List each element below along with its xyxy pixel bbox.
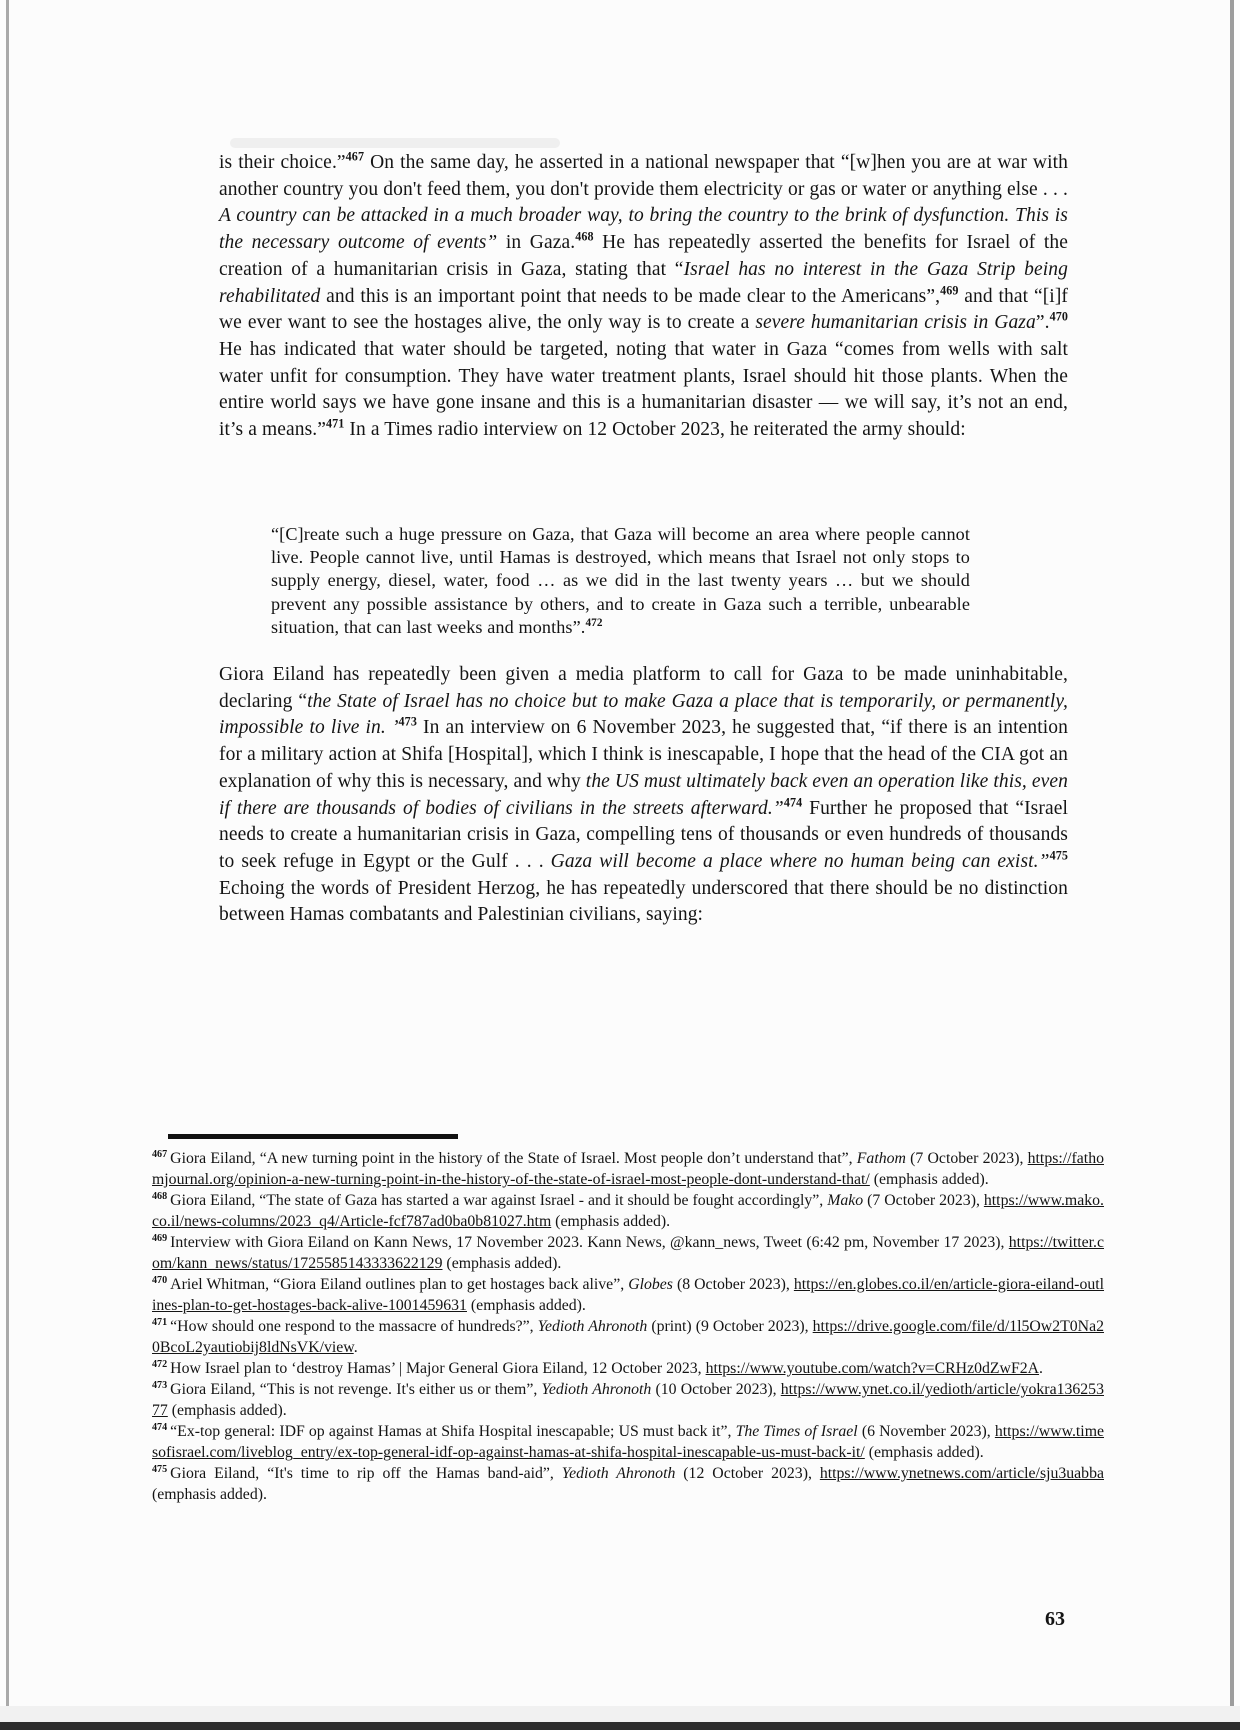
- text-run: He has indicated that water should be targeted, noting that water in Gaza “comes from wells with salt water unfit for consumption. They have water treatment plants, Israel should hit those plants. When the entire world says we have gone insane and this is a humanitarian disaster — we will say, it’s not an end, it’s a means.”: [219, 338, 1068, 441]
- footnote-473: [152, 1379, 1104, 1421]
- footnote-ref: 468: [575, 229, 594, 244]
- text-run: (7 October 2023),: [905, 1150, 1028, 1167]
- text-run: He has repeatedly asserted the benefits for Israel of the creation of a humanitarian crisis in Gaza, stating that “: [219, 232, 1068, 280]
- footnote-469: [152, 1232, 1104, 1274]
- footnote-number: 470: [152, 1274, 168, 1286]
- text-run: (emphasis added).: [551, 1213, 671, 1230]
- footnotes-section: [152, 1148, 1104, 1505]
- text-run: “[C]reate such a huge pressure on Gaza, that Gaza will become an area where people cannot live. People cannot live, until Hamas is destroyed, which means that Israel not only stops to supply energy, diesel, water, food … as we did in the last twenty years … but we should prevent any possible assistance by others, and to create in Gaza such a terrible, unbearable situation, that can last weeks and months”.: [271, 524, 970, 637]
- footnote-link[interactable]: https://en.globes.co.il/en/article-giora-eiland-outlines-plan-to-get-hostages-back-alive-1001459631: [152, 1276, 1105, 1314]
- text-run: (emphasis added).: [466, 1297, 586, 1314]
- text-run: The Times of Israel: [735, 1423, 858, 1440]
- footnote-link[interactable]: https://twitter.com/kann_news/status/1725585143333622129: [152, 1234, 1104, 1272]
- text-run: Mako: [827, 1192, 864, 1209]
- text-run: .: [1039, 1360, 1043, 1377]
- body-paragraph-1: [219, 150, 1068, 444]
- footnote-link[interactable]: https://www.mako.co.il/news-columns/2023_q4/Article-fcf787ad0ba0b81027.htm: [152, 1192, 1104, 1230]
- text-run: and this is an important point that needs to be made clear to the Americans”,: [320, 285, 941, 307]
- text-run: the State of Israel has no choice but to make Gaza a place that is temporarily, or permanently, impossible to live in. ’: [219, 690, 1068, 739]
- text-run: (8 October 2023),: [672, 1276, 794, 1293]
- text-run: (6 November 2023),: [857, 1423, 995, 1440]
- text-run: (7 October 2023),: [863, 1192, 984, 1209]
- text-run: Giora Eiland, “This is not revenge. It's either us or them”,: [170, 1381, 542, 1398]
- text-run: Interview with Giora Eiland on Kann News, 17 November 2023. Kann News, @kann_news, Tweet (6:42 pm, November 17 2023),: [170, 1234, 1009, 1251]
- text-run: .: [353, 1339, 358, 1356]
- footnote-ref: 473: [398, 714, 417, 729]
- footnote-link[interactable]: https://www.timesofisrael.com/liveblog_entry/ex-top-general-idf-op-against-hamas-at-shifa-hospital-inescapable-us-must-back-it/: [152, 1423, 1104, 1461]
- footnote-ref: 467: [345, 149, 365, 164]
- text-run: Yedioth Ahronoth: [537, 1318, 648, 1335]
- footnote-link[interactable]: https://www.ynet.co.il/yedioth/article/yokra13625377: [152, 1381, 1104, 1419]
- footnote-link[interactable]: https://fathomjournal.org/opinion-a-new-turning-point-in-the-history-of-the-state-of-israel-most-people-dont-understand-that/: [152, 1150, 1104, 1188]
- footnote-ref: 470: [1049, 309, 1068, 324]
- text-run: Gaza will become a place where no human being can exist.”: [550, 850, 1050, 872]
- text-run: A country can be attacked in a much broader way, to bring the country to the brink of dysfunction. This is the necessary outcome of events”: [219, 205, 1068, 254]
- text-run: “How should one respond to the massacre of hundreds?”,: [170, 1318, 538, 1335]
- text-run: Fathom: [856, 1150, 906, 1167]
- text-run: In a Times radio interview on 12 October 2023, he reiterated the army should:: [344, 419, 966, 441]
- text-run: Ariel Whitman, “Giora Eiland outlines plan to get hostages back alive”,: [170, 1276, 629, 1293]
- block-quote: [271, 523, 970, 639]
- text-run: In an interview on 6 November 2023, he suggested that, “if there is an intention for a military action at Shifa [Hospital], which I think is inescapable, I hope that the head of the CIA got an explanation of why this is necessary, and why: [219, 717, 1068, 792]
- text-run: (12 October 2023),: [675, 1465, 820, 1482]
- footnote-ref: 475: [1049, 848, 1068, 863]
- text-run: (print) (9 October 2023),: [647, 1318, 813, 1335]
- text-run: Israel has no interest in the Gaza Strip being rehabilitated: [219, 258, 1068, 307]
- text-run: On the same day, he asserted in a national newspaper that “[w]hen you are at war with another country you don't feed them, you don't provide them electricity or gas or water or anything else . . .: [219, 152, 1068, 200]
- text-run: (emphasis added).: [152, 1486, 267, 1503]
- footnote-472: [152, 1358, 1104, 1379]
- footnote-ref: 474: [783, 795, 803, 810]
- footnote-number: 473: [152, 1379, 168, 1391]
- footnote-separator: [168, 1134, 458, 1139]
- text-run: Globes: [628, 1276, 673, 1293]
- bottom-shade: [0, 1706, 1240, 1722]
- footnote-474: [152, 1421, 1104, 1463]
- footnote-ref: 472: [585, 616, 603, 629]
- footnote-ref: 469: [940, 283, 959, 298]
- footnote-link[interactable]: https://www.youtube.com/watch?v=CRHz0dZwF2A: [705, 1360, 1040, 1377]
- text-run: (emphasis added).: [167, 1402, 287, 1419]
- bottom-bar: [0, 1722, 1240, 1730]
- text-run: Echoing the words of President Herzog, he has repeatedly underscored that there should be no distinction between Hamas combatants and Palestinian civilians, saying:: [219, 877, 1068, 926]
- text-run: (10 October 2023),: [651, 1381, 781, 1398]
- footnote-467: [152, 1148, 1104, 1190]
- text-run: Giora Eiland, “A new turning point in the history of the State of Israel. Most people don’t understand that”,: [170, 1150, 857, 1167]
- text-run: ”.: [1035, 312, 1050, 334]
- footnote-number: 475: [152, 1463, 168, 1475]
- text-run: Giora Eiland, “It's time to rip off the Hamas band-aid”,: [170, 1465, 562, 1482]
- text-run: (emphasis added).: [869, 1171, 989, 1188]
- footnote-link[interactable]: https://www.ynetnews.com/article/sju3uabba: [819, 1465, 1104, 1482]
- footnote-number: 471: [152, 1316, 168, 1328]
- text-run: Yedioth Ahronoth: [561, 1465, 676, 1482]
- footnote-link[interactable]: https://drive.google.com/file/d/1l5Ow2T0Na20BcoL2yautiobij8ldNsVK/view: [152, 1318, 1104, 1356]
- body-paragraph-2: [219, 662, 1068, 929]
- text-run: (emphasis added).: [442, 1255, 562, 1272]
- text-run: and that “[i]f we ever want to see the hostages alive, the only way is to create a: [219, 285, 1069, 334]
- footnote-471: [152, 1316, 1104, 1358]
- footnote-ref: 471: [326, 416, 345, 431]
- text-run: is their choice.”: [219, 152, 346, 173]
- text-run: Yedioth Ahronoth: [541, 1381, 652, 1398]
- text-run: “Ex-top general: IDF op against Hamas at Shifa Hospital inescapable; US must back it”,: [170, 1423, 736, 1440]
- footnote-number: 472: [152, 1358, 168, 1370]
- footnote-475: [152, 1463, 1104, 1505]
- page-right-edge: [1230, 0, 1234, 1730]
- text-run: in Gaza.: [497, 232, 576, 254]
- page-number: 63: [1045, 1608, 1065, 1630]
- text-run: the US must ultimately back even an operation like this, even if there are thousands of bodies of civilians in the streets afterward.”: [219, 770, 1068, 819]
- text-run: severe humanitarian crisis in Gaza: [755, 312, 1036, 334]
- footnote-468: [152, 1190, 1104, 1232]
- footnote-number: 468: [152, 1190, 168, 1202]
- text-run: How Israel plan to ‘destroy Hamas’ | Major General Giora Eiland, 12 October 2023,: [170, 1360, 706, 1377]
- page-left-edge: [6, 0, 9, 1730]
- text-run: Giora Eiland has repeatedly been given a media platform to call for Gaza to be made uninhabitable, declaring “: [219, 664, 1068, 712]
- text-run: Giora Eiland, “The state of Gaza has started a war against Israel - and it should be fought accordingly”,: [170, 1192, 828, 1209]
- text-run: (emphasis added).: [864, 1444, 984, 1461]
- footnote-number: 469: [152, 1232, 168, 1244]
- footnote-number: 467: [152, 1148, 168, 1160]
- footnote-470: [152, 1274, 1104, 1316]
- scan-artifact: [230, 138, 560, 148]
- footnote-number: 474: [152, 1421, 168, 1433]
- text-run: Further he proposed that “Israel needs to create a humanitarian crisis in Gaza, compelling tens of thousands or even hundreds of thousands to seek refuge in Egypt or the Gulf . . .: [219, 797, 1068, 872]
